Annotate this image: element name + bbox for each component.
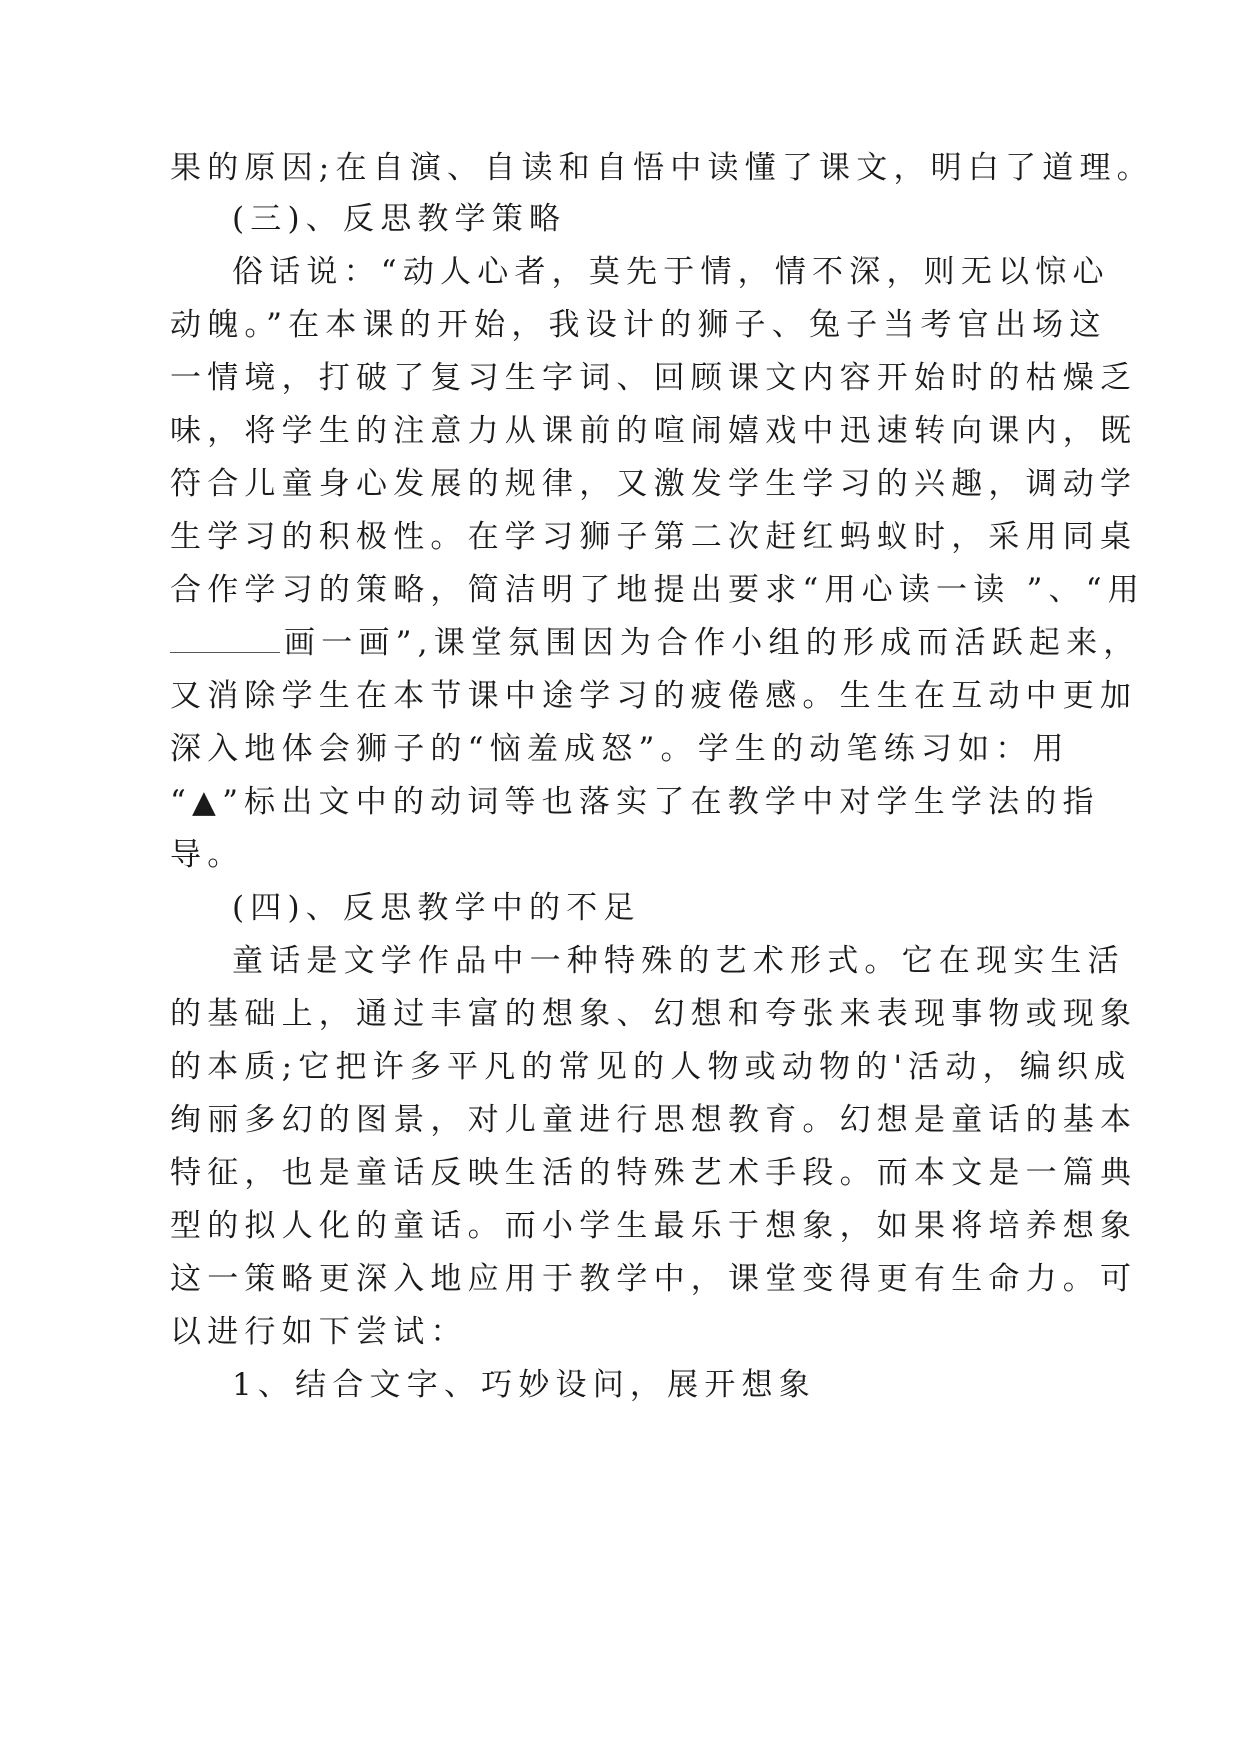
body-text-line: 合作学习的策略，简洁明了地提出要求“用心读一读 ”、“用: [170, 572, 1145, 608]
body-text-line: 深入地体会狮子的“恼羞成怒”。学生的动笔练习如：用: [170, 731, 1070, 767]
body-text-line: 的基础上，通过丰富的想象、幻想和夸张来表现事物或现象: [170, 996, 1138, 1032]
body-text-line: 型的拟人化的童话。而小学生最乐于想象，如果将培养想象: [170, 1208, 1138, 1244]
body-text-line: 绚丽多幻的图景，对儿童进行思想教育。幻想是童话的基本: [170, 1102, 1138, 1138]
body-text-line: “▲”标出文中的动词等也落实了在教学中对学生学法的指: [170, 784, 1100, 820]
body-text-line: 画一画”,课堂氛围因为合作小组的形成而活跃起来，: [0, 623, 1241, 663]
body-text-line: 符合儿童身心发展的规律，又激发学生学习的兴趣，调动学: [170, 466, 1138, 502]
body-text-line: 一情境，打破了复习生字词、回顾课文内容开始时的枯燥乏: [170, 360, 1138, 396]
body-text-line: 生学习的积极性。在学习狮子第二次赶红蚂蚁时，采用同桌: [170, 519, 1138, 555]
section-heading: (四)、反思教学中的不足: [232, 890, 641, 926]
body-text-line: 果的原因;在自演、自读和自悟中读懂了课文，明白了道理。: [170, 150, 1154, 186]
body-text-line: 童话是文学作品中一种特殊的艺术形式。它在现实生活: [232, 943, 1125, 979]
body-text-line: 又消除学生在本节课中途学习的疲倦感。生生在互动中更加: [170, 678, 1138, 714]
body-text-line: 的本质;它把许多平凡的常见的人物或动物的'活动，编织成: [170, 1049, 1132, 1085]
body-text-line: 俗话说：“动人心者，莫先于情，情不深，则无以惊心: [232, 254, 1110, 290]
body-text-line: 以进行如下尝试：: [170, 1314, 468, 1350]
body-text-line: 导。: [170, 837, 245, 873]
section-heading: (三)、反思教学策略: [232, 201, 567, 237]
body-text-line: 动魄。”在本课的开始，我设计的狮子、兔子当考官出场这: [170, 307, 1107, 343]
fill-in-blank: [170, 623, 280, 663]
list-item: 1、结合文字、巧妙设问，展开想象: [232, 1367, 816, 1403]
body-text-line: 味，将学生的注意力从课前的喧闹嬉戏中迅速转向课内，既: [170, 413, 1138, 449]
body-text-line: 特征，也是童话反映生活的特殊艺术手段。而本文是一篇典: [170, 1155, 1138, 1191]
body-text-line: 这一策略更深入地应用于教学中，课堂变得更有生命力。可: [170, 1261, 1138, 1297]
